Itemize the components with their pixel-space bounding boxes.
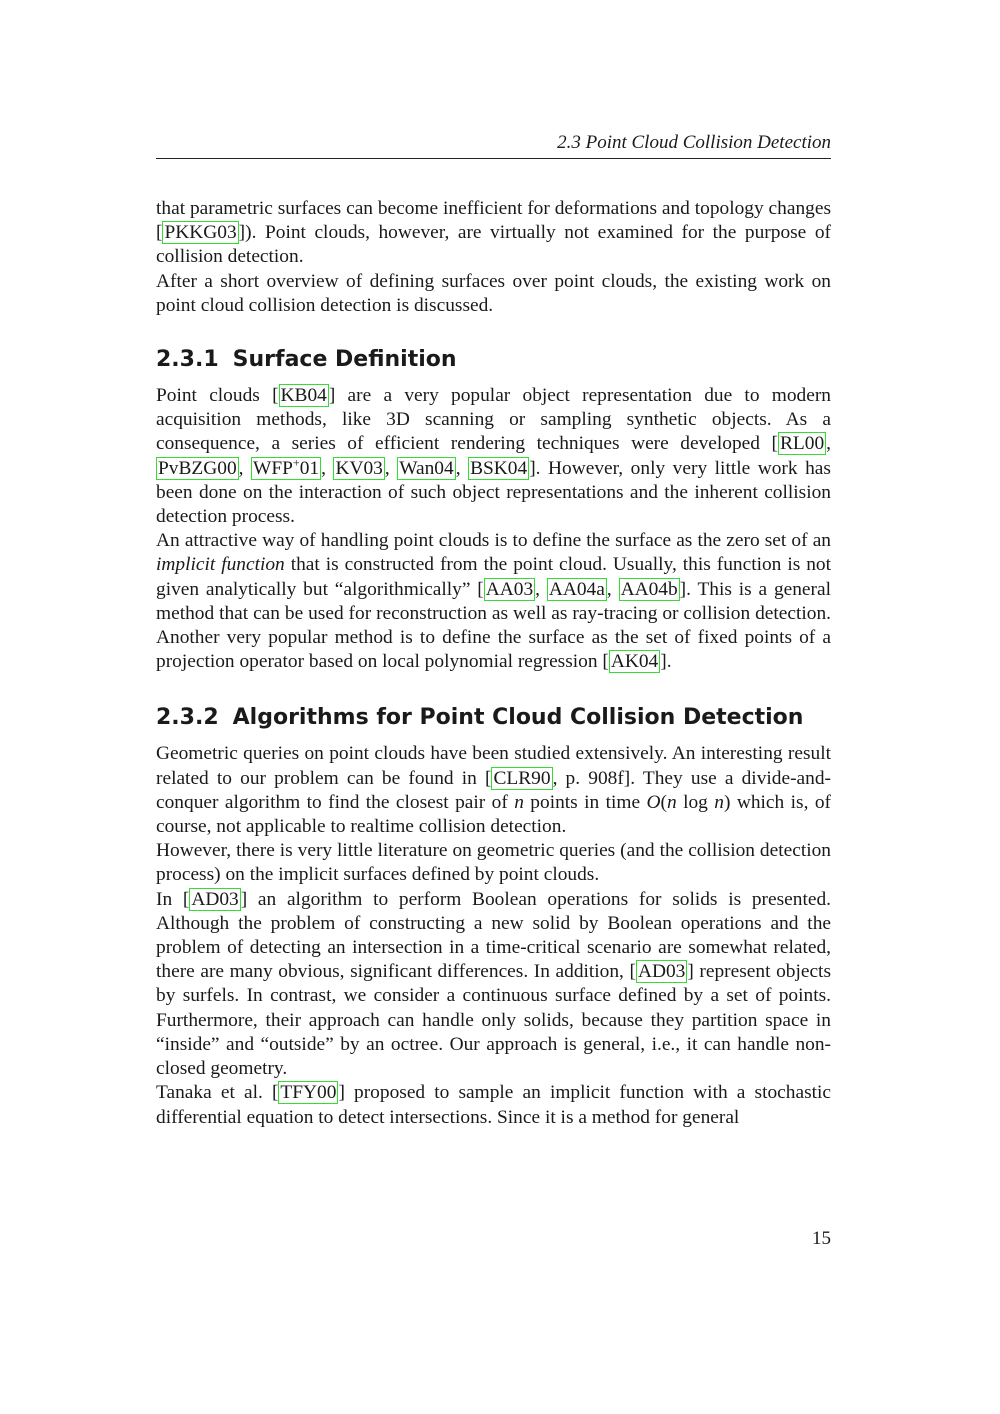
citation-link[interactable]: AD03 [637,961,686,983]
citation-link[interactable]: AK04 [610,651,659,673]
section2-paragraph-3: In [ AD03 ] an algorithm to perform Boolean operations for solids is presented. Although the problem of constructing a new solid by Boolean operations and the problem of detecting an intersection in a time-critical scenario are somewhat related, there are many obvious, significant differences. In addition, [ AD03 ] represent objects by surfels. In contrast, we consider a continuous surface defined by a set of points. Furthermore, their approach can handle only solids, because they partition space in “inside” and “outside” by an octree. Our approach is general, i.e., it can handle non-closed geometry. [156,888,831,1080]
citation-link[interactable]: AA04a [548,578,605,600]
section1-paragraph-2: An attractive way of handling point clouds is to define the surface as the zero set of an implicit function that is constructed from the point cloud. Usually, this function is not given analytically but “algorithmically” [ AA03 , AA04a , AA04b ]. This is a general method that can be used for reconstruction as well as ray-tracing or collision detection. Another very popular method is to define the surface as the set of fixed points of a projection operator based on local polynomial regression [ AK04 ]. [156,530,831,673]
citation-link[interactable]: TFY00 [280,1082,337,1104]
citation-link[interactable]: KB04 [280,385,327,407]
citation-link[interactable]: KV03 [335,457,383,479]
running-header: 2.3 Point Cloud Collision Detection [557,132,831,153]
section1-paragraph-1: Point clouds [ KB04 ] are a very popular object representation due to modern acquisition methods, like 3D scanning or sampling synthetic objects. As a consequence, a series of efficient rendering techniques were developed [ RL00 , PvBZG00 , WFP+01 , KV03 , Wan04 , BSK04 ]. However, only very little work has been done on the interaction of such object representations and the inherent collision detection process. [156,385,831,528]
page-number: 15 [812,1228,831,1249]
section-heading-surface-definition: 2.3.1 Surface Definition [156,347,457,373]
citation-link[interactable]: CLR90 [493,767,551,789]
citation-link[interactable]: Wan04 [399,457,454,479]
citation-link[interactable]: RL00 [779,433,825,455]
citation-link[interactable]: BSK04 [470,457,528,479]
section2-paragraph-1: Geometric queries on point clouds have been studied extensively. An interesting result related to our problem can be found in [ CLR90 , p. 908f]. They use a divide-and-conquer algorithm to find the closest pair of n points in time O(n log n) which is, of course, not applicable to realtime collision detection. [156,743,831,838]
citation-link[interactable]: AD03 [191,888,239,910]
header-rule [156,158,831,159]
section2-paragraph-4: Tanaka et al. [ TFY00 ] proposed to sample an implicit function with a stochastic differential equation to detect intersections. Since it is a method for general [156,1082,831,1128]
section2-paragraph-2: However, there is very little literature on geometric queries (and the collision detection process) on the implicit surfaces defined by point clouds. [156,840,831,886]
citation-link[interactable]: WFP+01 [253,455,320,479]
citation-link[interactable]: AA03 [485,578,534,600]
citation-link[interactable]: PKKG03 [164,222,237,244]
intro-paragraph-2: After a short overview of defining surfaces over point clouds, the existing work on point cloud collision detection is discussed. [156,270,831,316]
citation-link[interactable]: AA04b [620,578,678,600]
section-heading-algorithms: 2.3.2 Algorithms for Point Cloud Collision Detection [156,705,804,731]
citation-link[interactable]: PvBZG00 [158,457,237,479]
intro-paragraph-1: that parametric surfaces can become inefficient for deformations and topology changes [ PKKG03 ]). Point clouds, however, are virtually not examined for the purpose of collision detection. [156,198,831,268]
page-body [156,197,831,1130]
